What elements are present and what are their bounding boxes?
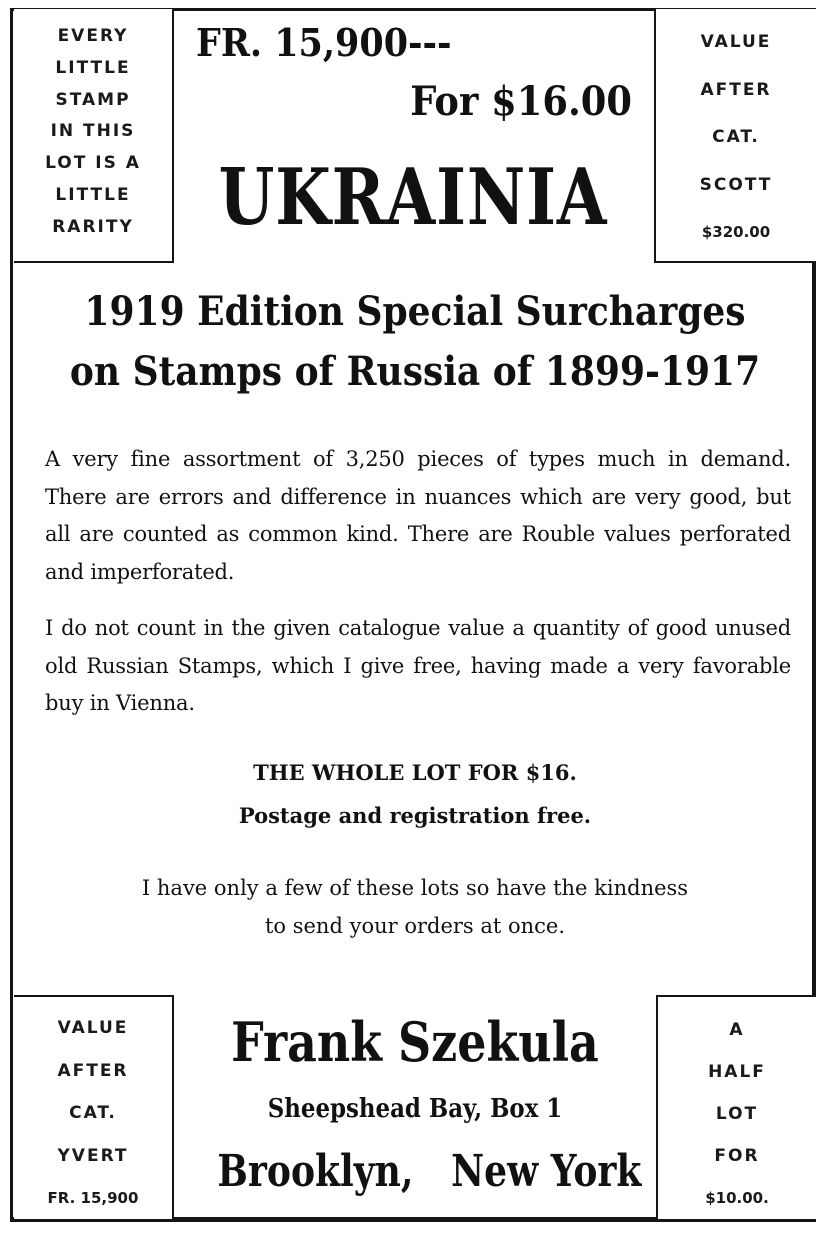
offer-postage: Postage and registration free. bbox=[238, 803, 592, 828]
rarity-line: IN THIS bbox=[50, 121, 136, 142]
yvert-line: YVERT bbox=[57, 1145, 129, 1166]
yvert-value-note bbox=[14, 1007, 172, 1220]
yvert-line: AFTER bbox=[57, 1060, 129, 1081]
price-francs: FR. 15,900--- bbox=[196, 20, 452, 65]
rarity-line: RARITY bbox=[52, 216, 134, 237]
headline-line-1: 1919 Edition Special Surcharges bbox=[84, 288, 746, 335]
yvert-line: VALUE bbox=[57, 1018, 129, 1038]
rarity-line: LITTLE bbox=[55, 57, 131, 78]
scott-line: AFTER bbox=[700, 79, 772, 100]
rarity-line: STAMP bbox=[55, 89, 131, 110]
yvert-value: FR. 15,900 bbox=[47, 1189, 139, 1207]
headline-line-2: on Stamps of Russia of 1899-1917 bbox=[69, 348, 761, 395]
half-lot-note bbox=[658, 1009, 816, 1219]
closing-line-1: I have only a few of these lots so have the kindness bbox=[141, 876, 689, 900]
top-right-box bbox=[654, 9, 816, 263]
half-lot-line: FOR bbox=[714, 1146, 760, 1166]
scott-line: SCOTT bbox=[699, 174, 773, 195]
seller-address-line-1: Sheepshead Bay, Box 1 bbox=[267, 1094, 563, 1124]
yvert-line: CAT. bbox=[69, 1103, 117, 1123]
scott-line: CAT. bbox=[712, 127, 760, 147]
offer-price: THE WHOLE LOT FOR $16. bbox=[253, 760, 577, 785]
free-stamps-paragraph: I do not count in the given catalogue value a quantity of good unused old Russian Stamps, which I give free, having made a very favorable buy in Vienna. bbox=[45, 616, 791, 715]
top-left-box bbox=[14, 9, 174, 263]
half-lot-price: $10.00. bbox=[705, 1189, 769, 1207]
description-paragraph: A very fine assortment of 3,250 pieces of types much in demand. There are errors and difference in nuances which are very good, but all are counted as common kind. There are Rouble values perforated and imperforated. bbox=[45, 447, 791, 584]
closing-line-2: to send your orders at once. bbox=[264, 914, 566, 938]
rarity-line: LOT IS A bbox=[45, 153, 141, 174]
half-lot-line: HALF bbox=[708, 1062, 766, 1082]
scott-line: VALUE bbox=[700, 32, 772, 52]
bottom-left-box bbox=[14, 995, 174, 1219]
rarity-note bbox=[14, 21, 172, 244]
scott-value: $320.00 bbox=[701, 223, 771, 241]
scott-value-note bbox=[656, 19, 816, 257]
half-lot-line: A bbox=[729, 1020, 745, 1040]
seller-address-line-2: Brooklyn, New York bbox=[217, 1146, 642, 1197]
seller-name: Frank Szekula bbox=[231, 1010, 599, 1074]
country-title: UKRAINIA bbox=[218, 152, 608, 243]
price-dollars: For $16.00 bbox=[410, 78, 632, 125]
rarity-line: LITTLE bbox=[55, 184, 131, 205]
bottom-right-box bbox=[656, 995, 816, 1219]
rarity-line: EVERY bbox=[57, 26, 129, 46]
half-lot-line: LOT bbox=[715, 1104, 759, 1124]
